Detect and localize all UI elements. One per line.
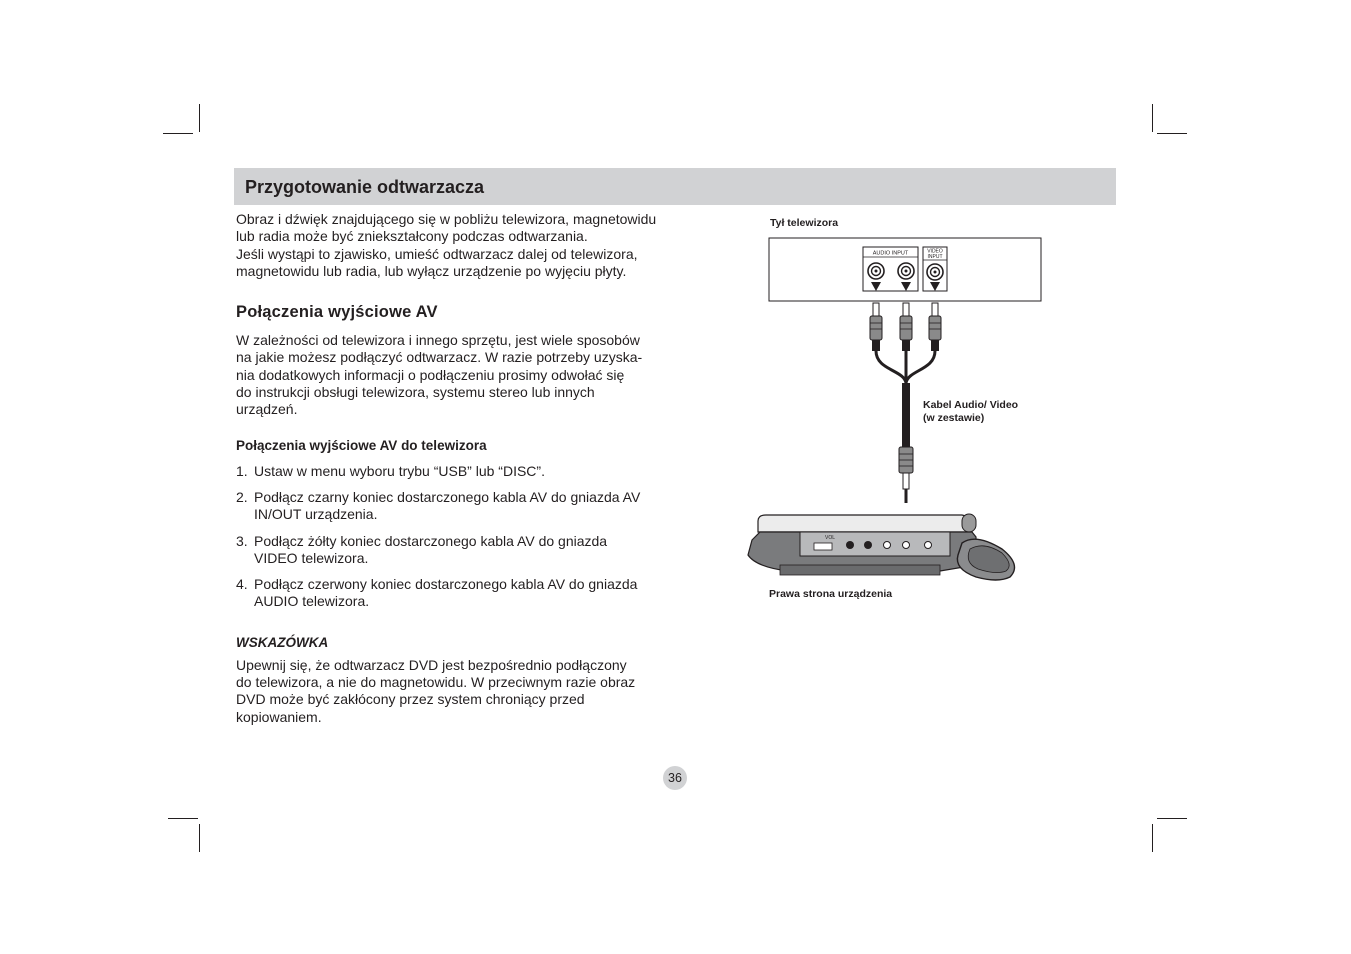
video-input-label: VIDEO (927, 248, 943, 255)
rca-plug-icon (870, 303, 882, 351)
port-icon (925, 542, 932, 549)
step-number: 3. (236, 532, 248, 549)
steps-list (236, 463, 668, 611)
crop-mark (1152, 104, 1153, 132)
page-number: 36 (663, 766, 687, 790)
step-line: Ustaw w menu wyboru trybu “USB” lub “DISC”. (254, 462, 545, 479)
crop-mark (1157, 818, 1187, 819)
dvd-player-illustration (748, 514, 1015, 580)
headphone-jack-icon (864, 541, 872, 549)
av-section-heading: Połączenia wyjściowe AV (236, 303, 438, 322)
crop-mark (1157, 133, 1187, 134)
intro-line: Obraz i dźwięk znajdującego się w pobliżu telewizora, magnetowidu (236, 211, 657, 227)
tv-section-heading: Połączenia wyjściowe AV do telewizora (236, 437, 487, 453)
page-title: Przygotowanie odtwarzacza (245, 177, 485, 197)
mini-plug-icon (899, 447, 913, 503)
crop-mark (168, 818, 198, 819)
av-line: nia dodatkowych informacji o podłączeniu prosimy odwołać się (236, 366, 625, 383)
note-paragraph (236, 657, 668, 726)
list-item (236, 463, 668, 480)
intro-line: magnetowidu lub radia, lub wyłącz urządzenie po wyjęciu płyty. (236, 262, 627, 279)
crop-mark (1152, 824, 1153, 852)
av-line: do instrukcji obsługi telewizora, systemu stereo lub innych (236, 384, 595, 401)
step-number: 1. (236, 462, 248, 479)
list-item (236, 576, 668, 611)
intro-line: lub radia może być zniekształcony podczas odtwarzania. (236, 228, 588, 245)
note-line: Upewnij się, że odtwarzacz DVD jest bezpośrednio podłączony (236, 656, 627, 673)
av-line: na jakie możesz podłączyć odtwarzacz. W razie potrzeby uzyska- (236, 349, 643, 366)
av-section-paragraph (236, 332, 668, 418)
list-item (236, 489, 668, 524)
tv-back-label: Tył telewizora (770, 217, 839, 229)
av-line: urządzeń. (236, 401, 298, 418)
note-heading: WSKAZÓWKA (236, 634, 329, 650)
cable-wire (906, 351, 935, 383)
step-line: Podłącz czerwony koniec dostarczonego kabla AV do gniazda (254, 576, 638, 593)
cable-label: Kabel Audio/ Video (923, 399, 1019, 411)
volume-slider (814, 543, 832, 550)
av-line: W zależności od telewizora i innego sprzętu, jest wiele sposobów (236, 332, 640, 349)
note-line: kopiowaniem. (236, 708, 322, 725)
crop-mark (199, 824, 200, 852)
vol-label: VOL (824, 535, 836, 541)
step-line: Podłącz czarny koniec dostarczonego kabla AV do gniazda AV (254, 488, 641, 505)
jack-audio-right-icon (898, 263, 914, 279)
intro-line: Jeśli wystąpi to zjawisko, umieść odtwarzacz dalej od telewizora, (236, 245, 638, 262)
video-input-label: INPUT (927, 254, 943, 260)
section-header-bar (234, 168, 1116, 205)
step-line: AUDIO telewizora. (254, 593, 370, 610)
note-line: DVD może być zakłócony przez system chroniący przed (236, 691, 585, 708)
crop-mark (163, 133, 193, 134)
audio-input-label: AUDIO INPUT (872, 250, 909, 257)
crop-mark (199, 104, 200, 132)
step-line: IN/OUT urządzenia. (254, 506, 378, 523)
step-line: VIDEO telewizora. (254, 549, 369, 566)
jack-video-icon (927, 264, 943, 280)
headphone-jack-icon (846, 541, 854, 549)
cable-label: (w zestawie) (923, 412, 985, 424)
device-side-label: Prawa strona urządzenia (769, 588, 893, 600)
step-number: 2. (236, 488, 248, 505)
main-cable (902, 383, 910, 447)
port-icon (884, 542, 891, 549)
list-item (236, 533, 668, 568)
step-number: 4. (236, 576, 248, 593)
note-line: do telewizora, a nie do magnetowidu. W przeciwnym razie obraz (236, 674, 636, 691)
intro-paragraph (236, 211, 668, 280)
rca-plug-icon (929, 303, 941, 351)
text-column (236, 211, 668, 726)
port-icon (903, 542, 910, 549)
step-line: Podłącz żółty koniec dostarczonego kabla AV do gniazda (254, 532, 608, 549)
rca-plug-icon (900, 303, 912, 351)
connection-diagram (740, 205, 1060, 615)
jack-audio-left-icon (868, 263, 884, 279)
cable-wire (876, 351, 906, 383)
